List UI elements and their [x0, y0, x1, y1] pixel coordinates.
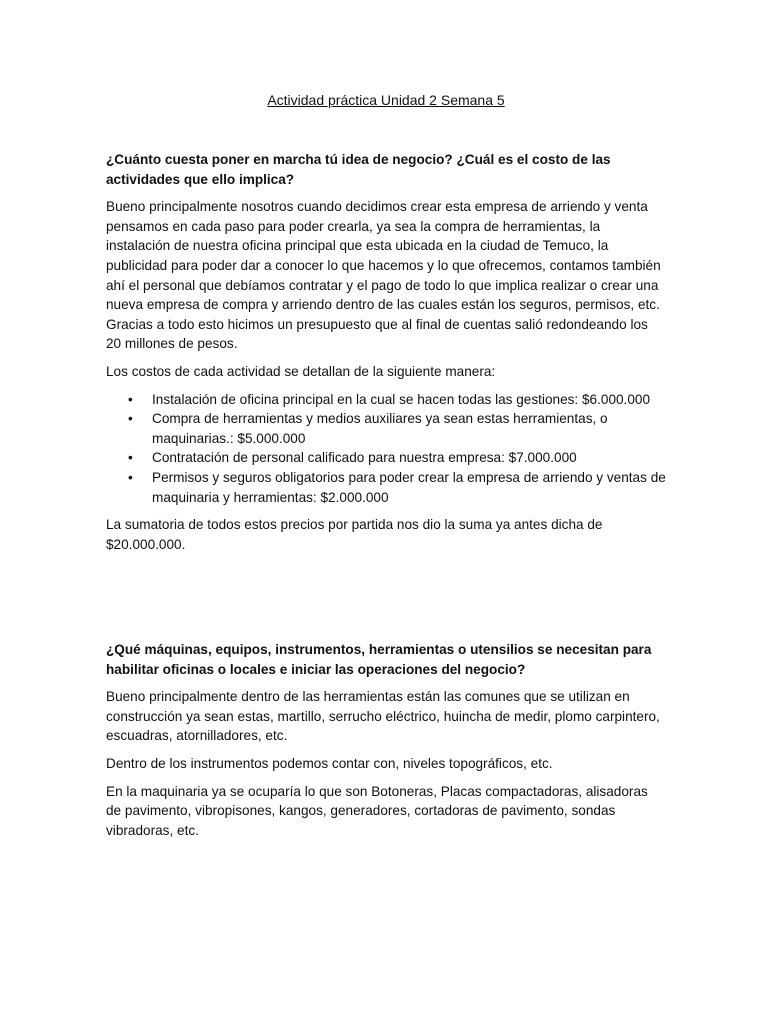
paragraph-costs-intro: Los costos de cada actividad se detallan de la siguiente manera: — [106, 363, 496, 379]
section-cost — [106, 150, 666, 562]
paragraph-budget: Bueno principalmente nosotros cuando decidimos crear esta empresa de arriendo y venta pensamos en cada paso para poder crearla, ya sea la compra de herramientas, la instalación de nuestra oficina principal que esta ubicada en la ciudad de Temuco, la publicidad para poder dar a conocer lo que hacemos y lo que ofrecemos, contamos también ahí el personal que debíamos contratar y el pago de todo lo que implica realizar o crear una nueva empresa de compra y arriendo dentro de las cuales están los seguros, permisos, etc. Gracias a todo esto hicimos un presupuesto que al final de cuentas salió redondeando los 20 millones de pesos. — [106, 199, 661, 352]
document-title: Actividad práctica Unidad 2 Semana 5 — [267, 92, 505, 108]
question-equipment: ¿Qué máquinas, equipos, instrumentos, herramientas o utensilios se necesitan para habilitar oficinas o locales e iniciar las operaciones del negocio? — [106, 642, 652, 677]
cost-list — [106, 390, 666, 508]
paragraph-instruments: Dentro de los instrumentos podemos contar con, niveles topográficos, etc. — [106, 755, 553, 771]
question-cost: ¿Cuánto cuesta poner en marcha tú idea de negocio? ¿Cuál es el costo de las actividades que ello implica? — [106, 152, 611, 187]
paragraph-machinery: En la maquinaria ya se ocuparía lo que son Botoneras, Placas compactadoras, alisadoras de pavimento, vibropisones, kangos, generadores, cortadoras de pavimento, sondas vibradoras, etc. — [106, 783, 648, 838]
list-item-text: Instalación de oficina principal en la cual se hacen todas las gestiones: $6.000.000 — [152, 391, 651, 407]
list-item — [128, 448, 666, 468]
list-item-text: Permisos y seguros obligatorios para poder crear la empresa de arriendo y ventas de maquinaria y herramientas: $2.000.000 — [152, 469, 666, 505]
bullet-icon: • — [128, 450, 133, 466]
paragraph-tools: Bueno principalmente dentro de las herramientas están las comunes que se utilizan en construcción ya sean estas, martillo, serrucho eléctrico, huincha de medir, plomo carpintero, escuadras, atornilladores, etc. — [106, 689, 660, 744]
list-item — [128, 409, 666, 448]
bullet-icon: • — [128, 469, 133, 485]
section-equipment — [106, 640, 666, 848]
list-item-text: Compra de herramientas y medios auxiliares ya sean estas herramientas, o maquinarias.: $5.000.000 — [152, 411, 608, 446]
paragraph-total: La sumatoria de todos estos precios por partida nos dio la suma ya antes dicha de $20.000.000. — [106, 517, 603, 552]
list-item-text: Contratación de personal calificado para nuestra empresa: $7.000.000 — [152, 450, 577, 466]
list-item — [128, 468, 666, 507]
bullet-icon: • — [128, 411, 133, 427]
list-item — [128, 390, 666, 410]
bullet-icon: • — [128, 391, 133, 407]
